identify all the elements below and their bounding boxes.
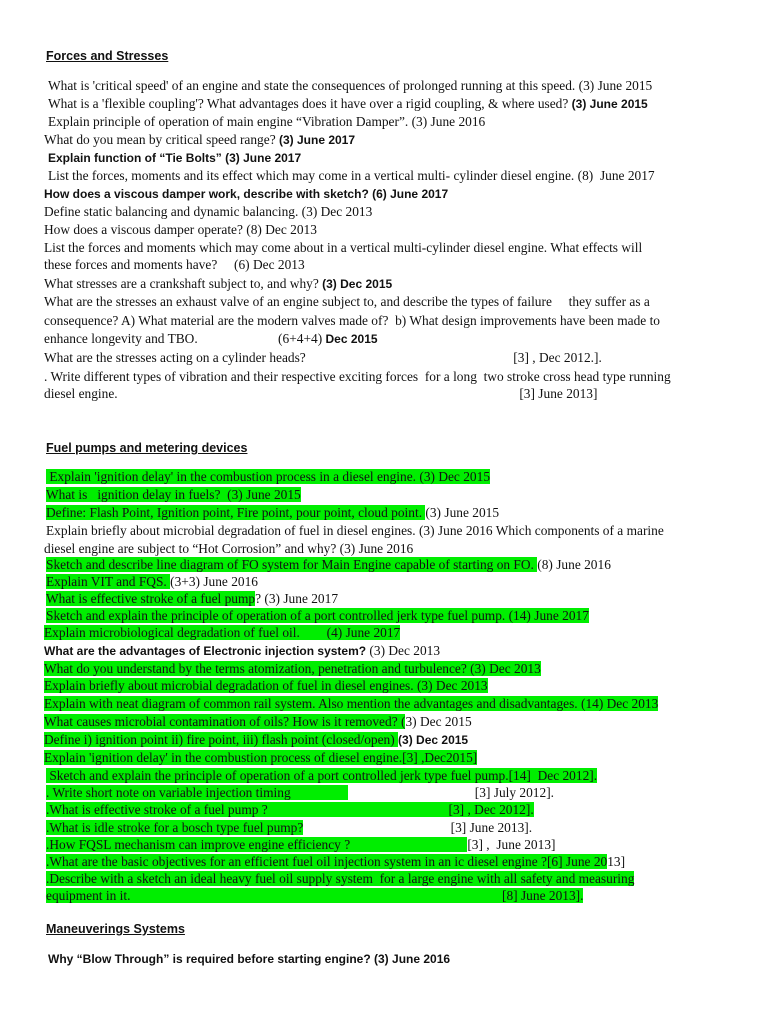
question-line: [44, 293, 650, 310]
highlighted-text: Sketch and explain the principle of operation of a port controlled jerk type fuel pump.[14] Dec 2012].: [46, 768, 598, 783]
question-line: [48, 149, 301, 167]
question-line: [44, 695, 658, 712]
question-line: [44, 330, 378, 348]
question-line: [44, 642, 440, 660]
question-text: Dec 2015: [325, 332, 378, 346]
question-line: [46, 870, 634, 887]
question-line: [46, 819, 532, 836]
question-line: [44, 731, 468, 749]
highlighted-text: . Write short note on variable injection timing: [46, 785, 348, 800]
highlighted-text: Sketch and explain the principle of operation of a port controlled jerk type fuel pump. (14) June 2017: [46, 608, 589, 623]
question-line: [44, 203, 372, 220]
question-line: [48, 167, 655, 184]
question-line: [44, 185, 448, 203]
question-text: List the forces and moments which may come about in a vertical multi-cylinder diesel engine. What effects will: [44, 240, 643, 255]
question-text: Explain briefly about microbial degradation of fuel in diesel engines. (3) June 2016 Which components of a marine: [46, 523, 664, 538]
question-line: [46, 836, 555, 853]
question-text: 3) Dec 2015: [405, 714, 472, 729]
highlighted-text: Explain microbiological degradation of fuel oil. (4) June 2017: [44, 625, 401, 640]
question-text: 13]: [607, 854, 626, 869]
question-line: [44, 540, 413, 557]
question-text: ? (3) June 2017: [255, 591, 339, 606]
question-line: [46, 573, 258, 590]
question-text: (3) Dec 2015: [322, 277, 393, 291]
question-text: What are the advantages of Electronic injection system?: [44, 644, 370, 658]
question-text: (3) June 2015: [571, 97, 648, 111]
question-text: How does a viscous damper operate? (8) Dec 2013: [44, 222, 317, 237]
highlighted-text: .What is idle stroke for a bosch type fuel pump?: [46, 820, 304, 835]
highlighted-text: equipment in it. [8] June 2013].: [46, 888, 584, 903]
question-text: (3) June 2017: [278, 133, 356, 147]
question-text: Explain function of “Tie Bolts” (3) June 2017: [48, 151, 302, 165]
highlighted-text: Define i) ignition point ii) fire point, iii) flash point (closed/open): [44, 732, 399, 747]
highlighted-text: Sketch and describe line diagram of FO system for Main Engine capable of starting on FO.: [46, 557, 538, 572]
question-line: [44, 624, 400, 641]
question-line: [44, 749, 477, 766]
question-line: [44, 131, 355, 149]
question-text: (3) Dec 2015: [398, 733, 469, 747]
question-line: [44, 713, 472, 730]
question-text: What is a 'flexible coupling'? What advantages does it have over a rigid coupling, & where used?: [48, 96, 572, 111]
highlighted-text: Explain VIT and FQS.: [46, 574, 171, 589]
question-text: (3) Dec 2013: [369, 643, 441, 658]
highlighted-text: What causes microbial contamination of oils? How is it removed? (: [44, 714, 406, 729]
question-text: diesel engine. [3] June 2013]: [44, 386, 598, 401]
question-text: What are the stresses an exhaust valve of an engine subject to, and describe the types of failure they suffer as a: [44, 294, 650, 309]
question-line: [46, 801, 534, 818]
question-text: [3] , June 2013]: [467, 837, 556, 852]
question-line: [44, 275, 392, 293]
question-line: [44, 385, 597, 402]
question-line: [46, 504, 499, 521]
question-line: [48, 113, 485, 130]
question-line: [44, 312, 660, 329]
section-heading: Maneuverings Systems: [46, 922, 185, 936]
question-text: Define static balancing and dynamic balancing. (3) Dec 2013: [44, 204, 373, 219]
highlighted-text: [3] , Dec 2012].: [448, 802, 534, 817]
question-line: [44, 677, 488, 694]
question-line: [44, 256, 305, 273]
question-line: [46, 486, 301, 503]
question-text: What stresses are a crankshaft subject to, and why?: [44, 276, 323, 291]
question-text: consequence? A) What material are the modern valves made of? b) What design improvements have been made to: [44, 313, 660, 328]
question-text: [3] July 2012].: [347, 785, 555, 800]
question-text: . Write different types of vibration and their respective exciting forces for a long two stroke cross head type running: [44, 369, 671, 384]
question-text: (8) June 2016: [537, 557, 611, 572]
question-line: [44, 221, 317, 238]
highlighted-text: Explain 'ignition delay' in the combustion process of diesel engine.[3] ,Dec2015]: [44, 750, 478, 765]
question-line: [46, 590, 338, 607]
question-line: [48, 77, 652, 94]
question-text: What are the stresses acting on a cylinder heads? [3] , Dec 2012.].: [44, 350, 602, 365]
question-line: [46, 468, 490, 485]
question-text: (3) June 2015: [425, 505, 500, 520]
highlighted-text: .What are the basic objectives for an efficient fuel oil injection system in an ic diesel engine ?[6] June 20: [46, 854, 608, 869]
question-text: Why “Blow Through” is required before starting engine? (3) June 2016: [48, 952, 451, 966]
question-line: [46, 556, 611, 573]
question-line: [46, 887, 583, 904]
question-text: (3+3) June 2016: [170, 574, 259, 589]
question-line: [46, 767, 597, 784]
highlighted-text: .How FQSL mechanism can improve engine efficiency ?: [46, 837, 468, 852]
highlighted-text: Explain with neat diagram of common rail system. Also mention the advantages and disadvantages. (14) Dec 2013: [44, 696, 659, 711]
question-text: enhance longevity and TBO. (6+4+4): [44, 331, 326, 346]
section-heading: Forces and Stresses: [46, 49, 169, 63]
question-line: [48, 950, 450, 968]
highlighted-text: .Describe with a sketch an ideal heavy fuel oil supply system for a large engine with all safety and measuring: [46, 871, 635, 886]
highlighted-text: What do you understand by the terms atomization, penetration and turbulence? (3) Dec 2013: [44, 661, 541, 676]
question-line: [46, 784, 554, 801]
question-line: [44, 368, 671, 385]
question-line: [46, 607, 589, 624]
question-text: How does a viscous damper work, describe with sketch? (6) June 2017: [44, 187, 449, 201]
question-line: [48, 95, 648, 113]
highlighted-text: What is ignition delay in fuels? (3) June 2015: [46, 487, 301, 502]
question-line: [44, 239, 642, 256]
section-heading: Fuel pumps and metering devices: [46, 441, 248, 455]
question-line: [46, 853, 625, 870]
question-text: these forces and moments have? (6) Dec 2013: [44, 257, 305, 272]
question-text: What is 'critical speed' of an engine and state the consequences of prolonged running at this speed. (3) June 2015: [48, 78, 653, 93]
question-text: What do you mean by critical speed range?: [44, 132, 279, 147]
question-text: List the forces, moments and its effect which may come in a vertical multi- cylinder diesel engine. (8) June 2017: [48, 168, 655, 183]
highlighted-text: Explain briefly about microbial degradation of fuel in diesel engines. (3) Dec 2013: [44, 678, 488, 693]
question-line: [46, 522, 664, 539]
question-line: [44, 349, 602, 366]
highlighted-text: What is effective stroke of a fuel pump: [46, 591, 256, 606]
highlighted-text: Explain 'ignition delay' in the combustion process in a diesel engine. (3) Dec 2015: [46, 469, 491, 484]
question-text: [3] June 2013].: [303, 820, 533, 835]
highlighted-text: Define: Flash Point, Ignition point, Fire point, pour point, cloud point.: [46, 505, 426, 520]
question-text: Explain principle of operation of main engine “Vibration Damper”. (3) June 2016: [48, 114, 486, 129]
highlighted-text: .What is effective stroke of a fuel pump ?: [46, 802, 449, 817]
question-line: [44, 660, 541, 677]
question-text: diesel engine are subject to “Hot Corrosion” and why? (3) June 2016: [44, 541, 414, 556]
